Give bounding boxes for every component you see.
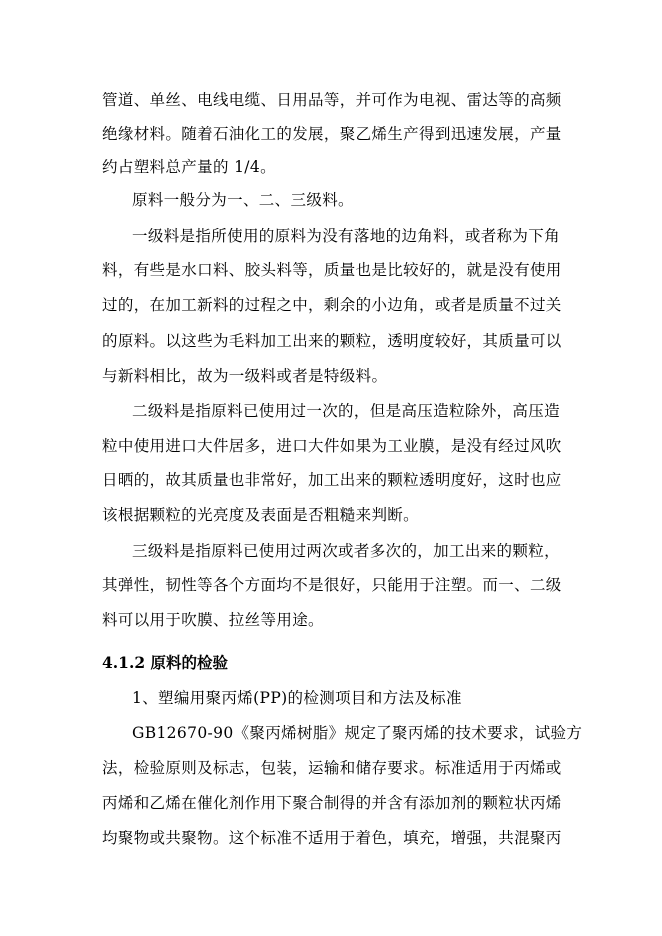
- paragraph-line: 均聚物或共聚物。这个标准不适用于着色，填充，增强，共混聚丙: [102, 829, 562, 847]
- paragraph-line: 二级料是指原料已使用过一次的，但是高压造粒除外，高压造: [132, 402, 560, 420]
- paragraph-line: 三级料是指原料已使用过两次或者多次的，加工出来的颗粒，: [132, 542, 560, 560]
- paragraph-line: 其弹性，韧性等各个方面均不是很好，只能用于注塑。而一、二级: [102, 576, 562, 594]
- paragraph-line: 管道、单丝、电线电缆、日用品等，并可作为电视、雷达等的高频: [102, 91, 562, 109]
- paragraph-line: 过的，在加工新料的过程之中，剩余的小边角，或者是质量不过关: [102, 296, 562, 314]
- paragraph-line: 该根据颗粒的光亮度及表面是否粗糙来判断。: [102, 506, 420, 524]
- paragraph-line: 法，检验原则及标志，包装，运输和储存要求。标准适用于丙烯或: [102, 759, 562, 777]
- paragraph-line: 约占塑料总产量的 1/4。: [102, 158, 276, 176]
- paragraph-line: 料可以用于吹膜、拉丝等用途。: [102, 611, 324, 629]
- paragraph-line: 料，有些是水口料、胶头料等，质量也是比较好的，就是没有使用: [102, 261, 562, 279]
- paragraph-line: 绝缘材料。随着石油化工的发展，聚乙烯生产得到迅速发展，产量: [102, 125, 562, 143]
- section-heading: 4.1.2 原料的检验: [102, 653, 229, 672]
- paragraph-line: 日晒的，故其质量也非常好，加工出来的颗粒透明度好，这时也应: [102, 471, 562, 489]
- list-item-heading: 1、塑编用聚丙烯(PP)的检测项目和方法及标准: [132, 689, 462, 707]
- paragraph-line: GB12670-90《聚丙烯树脂》规定了聚丙烯的技术要求，试验方: [132, 724, 583, 742]
- paragraph-line: 与新料相比，故为一级料或者是特级料。: [102, 367, 388, 385]
- paragraph-line: 丙烯和乙烯在催化剂作用下聚合制得的并含有添加剂的颗粒状丙烯: [102, 794, 562, 812]
- paragraph-line: 原料一般分为一、二、三级料。: [132, 191, 354, 209]
- paragraph-line: 一级料是指所使用的原料为没有落地的边角料，或者称为下角: [132, 227, 560, 245]
- paragraph-line: 粒中使用进口大件居多，进口大件如果为工业膜，是没有经过风吹: [102, 437, 562, 455]
- paragraph-line: 的原料。以这些为毛料加工出来的颗粒，透明度较好，其质量可以: [102, 332, 562, 350]
